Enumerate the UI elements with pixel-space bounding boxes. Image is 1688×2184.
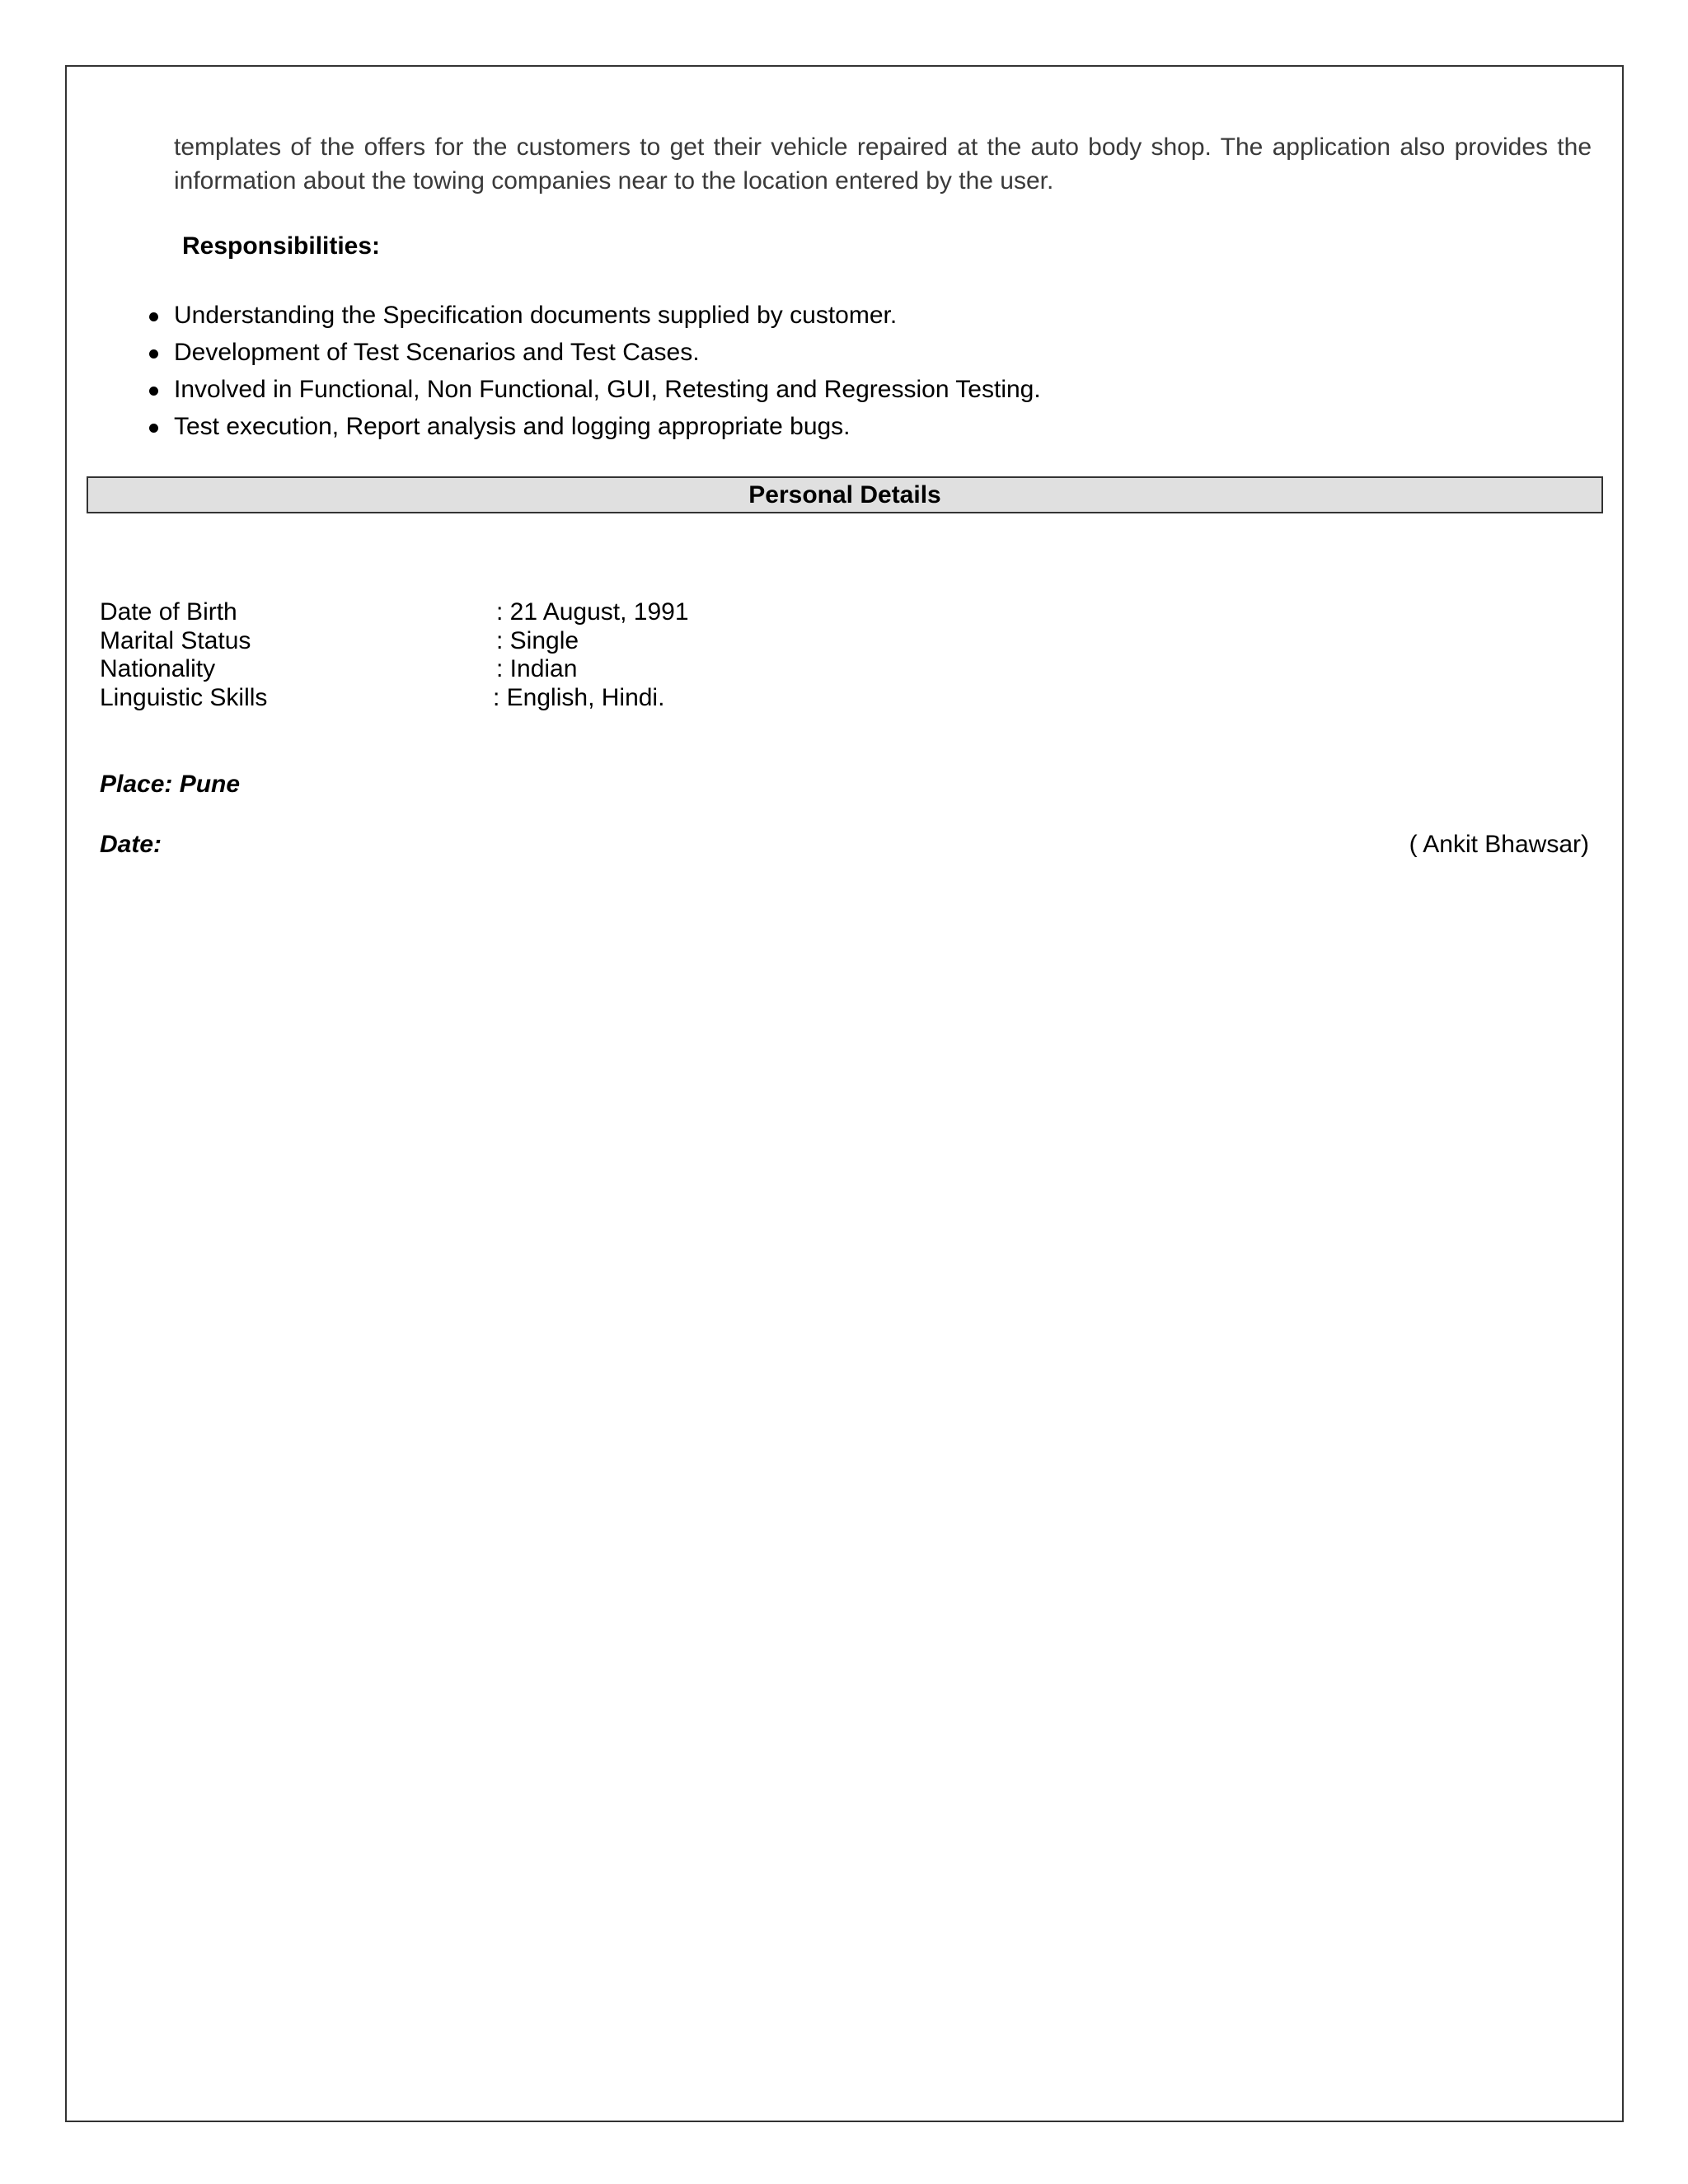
- bullet-icon: [149, 387, 158, 396]
- date-label: Date:: [100, 831, 162, 858]
- detail-value: : Indian: [496, 655, 578, 682]
- list-item: [174, 371, 1041, 408]
- detail-label: Marital Status: [100, 626, 251, 654]
- list-item-text: Understanding the Specification documents supplied by customer.: [174, 302, 898, 329]
- bullet-icon: [149, 312, 158, 321]
- detail-value: : 21 August, 1991: [496, 598, 689, 626]
- detail-label: Nationality: [100, 655, 216, 682]
- bullet-icon: [149, 349, 158, 359]
- detail-value: : English, Hindi.: [493, 683, 665, 711]
- project-description: templates of the offers for the customers to get their vehicle repaired at the auto body shop. The application also provides the information about the towing companies near to the location entered by the user.: [174, 134, 1592, 194]
- list-item-text: Development of Test Scenarios and Test Cases.: [174, 339, 700, 366]
- signature-name: ( Ankit Bhawsar): [1409, 831, 1589, 858]
- detail-value: : Single: [496, 626, 579, 654]
- list-item-text: Test execution, Report analysis and logging appropriate bugs.: [174, 413, 851, 440]
- list-item: [174, 297, 1041, 334]
- bullet-icon: [149, 424, 158, 433]
- place-label: Place: Pune: [100, 771, 241, 798]
- responsibilities-list: [174, 297, 1041, 445]
- list-item: [174, 334, 1041, 371]
- list-item-text: Involved in Functional, Non Functional, GUI, Retesting and Regression Testing.: [174, 376, 1041, 403]
- detail-label: Linguistic Skills: [100, 683, 268, 711]
- list-item: [174, 408, 1041, 445]
- detail-label: Date of Birth: [100, 598, 237, 626]
- responsibilities-heading: Responsibilities:: [182, 232, 381, 260]
- personal-details-heading: Personal Details: [87, 476, 1603, 513]
